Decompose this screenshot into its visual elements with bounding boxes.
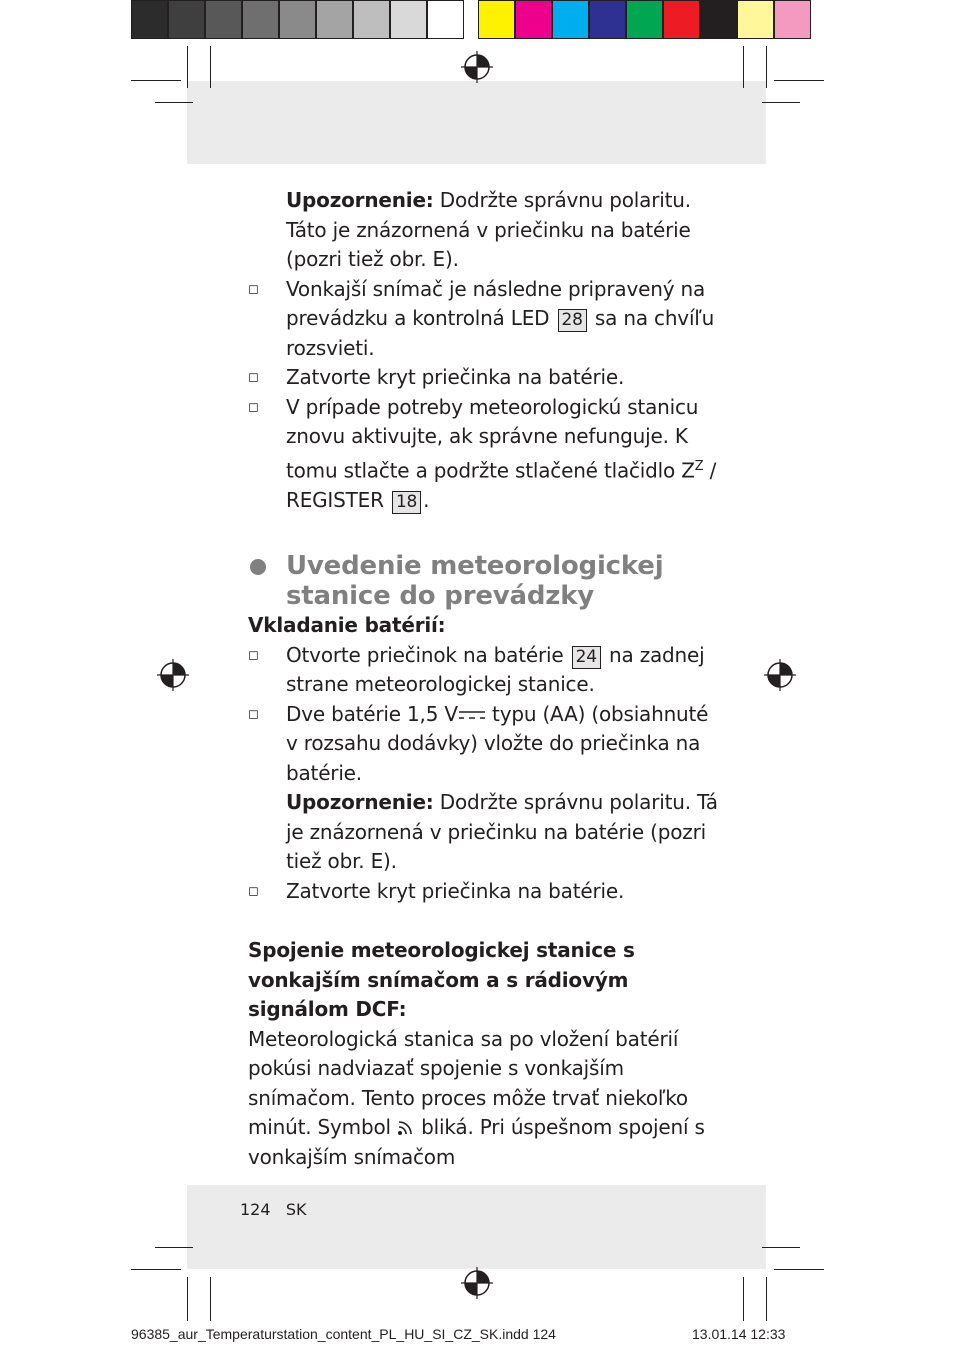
dc-voltage-icon — [458, 708, 486, 722]
color-swatch — [552, 0, 589, 39]
print-slug-date: 13.01.14 12:33 — [692, 1326, 786, 1342]
color-swatch — [626, 0, 663, 39]
crop-mark — [762, 1247, 800, 1248]
crop-mark — [155, 1247, 193, 1248]
note-paragraph — [248, 788, 718, 877]
color-swatch — [279, 0, 316, 39]
section-heading: Uvedenie meteorologickej stanice do prevádzky — [248, 551, 718, 611]
crop-mark — [210, 1277, 211, 1321]
checkbox-bullet-icon: ◻ — [248, 883, 259, 899]
color-swatch — [131, 0, 168, 39]
registration-mark-icon — [157, 659, 189, 691]
crop-mark — [766, 46, 767, 88]
color-swatch — [700, 0, 737, 39]
checkbox-bullet-icon: ◻ — [248, 647, 259, 663]
registration-mark-icon — [764, 659, 796, 691]
checkbox-bullet-icon: ◻ — [248, 370, 259, 385]
crop-mark — [743, 46, 744, 88]
heading-bullet-icon — [250, 559, 266, 575]
header-band — [187, 81, 766, 164]
swatch-gap — [464, 0, 478, 39]
color-swatch — [168, 0, 205, 39]
color-swatch — [774, 0, 811, 39]
color-swatch — [589, 0, 626, 39]
crop-mark — [762, 102, 800, 103]
color-swatch — [515, 0, 552, 39]
page-number: 124 SK — [240, 1200, 307, 1219]
body-paragraph: Meteorologická stanica sa po vložení batérií pokúsi nadviazať spojenie s vonkajším snímačom. Tento proces môže trvať niekoľko minút. Symbol bliká. Pri úspešnom spojení s vonkajším snímačom — [248, 1026, 705, 1169]
note-label: Upozornenie: — [286, 790, 434, 815]
color-swatch — [663, 0, 700, 39]
note-text: Dodržte správnu polaritu. Táto je znázornená v priečinku na batérie (pozri tiež obr. E). — [286, 188, 691, 271]
color-swatch — [316, 0, 353, 39]
color-swatch — [353, 0, 390, 39]
subheading: Spojenie meteorologickej stanice s vonkajším snímačom a s rádiovým signálom DCF: — [248, 938, 635, 1022]
registration-mark-icon — [461, 51, 493, 83]
color-calibration-bar — [131, 0, 811, 39]
part-reference-badge: 18 — [392, 491, 421, 514]
note-text: Dodržte správnu polaritu. Tá je znázornená v priečinku na batérie (pozri tiež obr. E). — [286, 790, 718, 874]
subheading: Vkladanie batérií: — [248, 613, 446, 638]
footer-band — [187, 1185, 766, 1269]
manual-page-content — [248, 186, 718, 1172]
crop-mark — [766, 1277, 767, 1321]
crop-mark — [774, 80, 824, 81]
registration-mark-icon — [461, 1267, 493, 1299]
list-item: ◻ Zatvorte kryt priečinka na batérie. — [248, 363, 718, 393]
crop-mark — [210, 46, 211, 88]
list-item: ◻ Vonkajší snímač je následne pripravený na prevádzku a kontrolná LED 28 sa na chvíľu rozsvieti. — [248, 276, 715, 360]
list-item: ◻ Otvorte priečinok na batérie 24 na zadnej strane meteorologickej stanice. — [248, 642, 705, 697]
color-swatch — [390, 0, 427, 39]
crop-mark — [155, 102, 193, 103]
crop-mark — [187, 1277, 188, 1321]
crop-mark — [131, 80, 181, 81]
list-item: ◻ Zatvorte kryt priečinka na batérie. — [248, 877, 718, 907]
color-swatch — [205, 0, 242, 39]
signal-waves-icon — [397, 1118, 415, 1136]
crop-mark — [187, 46, 188, 88]
note-paragraph — [248, 186, 718, 275]
note-label: Upozornenie: — [286, 188, 434, 212]
checkbox-bullet-icon: ◻ — [248, 706, 259, 722]
print-slug-filename: 96385_aur_Temperaturstation_content_PL_HU_SI_CZ_SK.indd 124 — [131, 1326, 556, 1342]
checkbox-bullet-icon: ◻ — [248, 399, 259, 415]
color-swatch — [242, 0, 279, 39]
crop-mark — [743, 1277, 744, 1321]
crop-mark — [774, 1269, 824, 1270]
color-swatch — [478, 0, 515, 39]
color-swatch — [427, 0, 464, 39]
part-reference-badge: 24 — [572, 646, 601, 669]
list-item: ◻ Dve batérie 1,5 V typu (AA) (obsiahnuté v rozsahu dodávky) vložte do priečinka na batérie. — [248, 701, 709, 785]
checkbox-bullet-icon: ◻ — [248, 281, 259, 297]
list-item: ◻ V prípade potreby meteorologickú stanicu znovu aktivujte, ak správne nefunguje. K tomu stlačte a podržte stlačené tlačidlo $Z^Z$ / REGISTER 18 . — [248, 394, 717, 512]
color-swatch — [737, 0, 774, 39]
crop-mark — [131, 1269, 181, 1270]
part-reference-badge: 28 — [558, 309, 587, 332]
